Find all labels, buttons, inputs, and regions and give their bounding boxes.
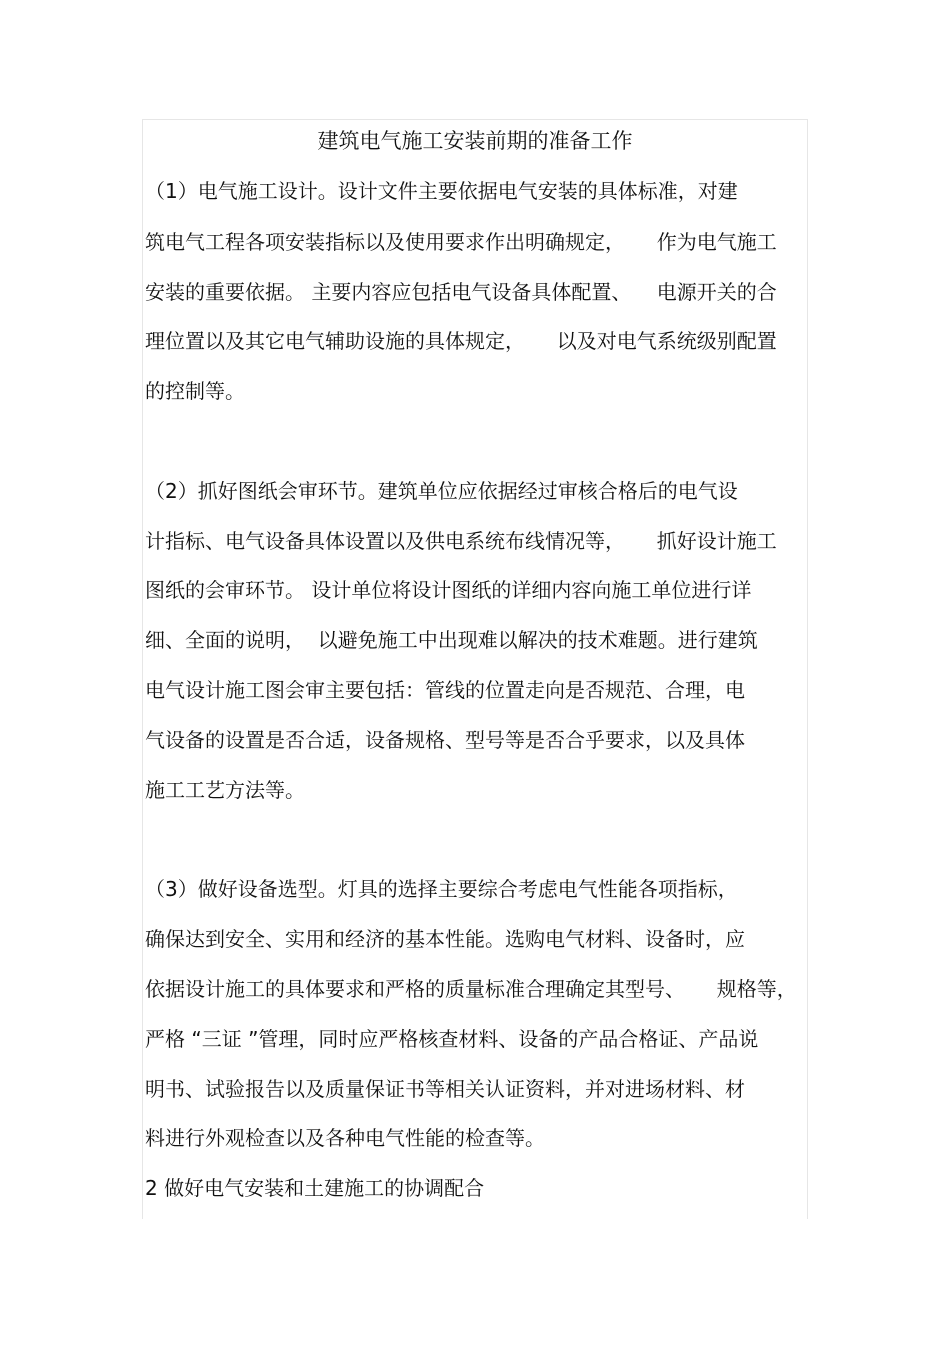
document-title: 建筑电气施工安装前期的准备工作 (317, 129, 633, 153)
section-heading: 2 做好电气安装和土建施工的协调配合 (145, 1176, 485, 1200)
paragraph-2-line-1: （2）抓好图纸会审环节。建筑单位应依据经过审核合格后的电气设 (145, 479, 738, 503)
paragraph-2-line-2: 计指标、电气设备具体设置以及供电系统布线情况等， 抓好设计施工 (145, 529, 777, 553)
paragraph-1-line-3: 安装的重要依据。 主要内容应包括电气设备具体配置、 电源开关的合 (145, 280, 777, 304)
paragraph-2-line-5: 电气设计施工图会审主要包括：管线的位置走向是否规范、合理，电 (145, 678, 745, 702)
paragraph-3-line-3: 依据设计施工的具体要求和严格的质量标准合理确定其型号、 规格等， (145, 977, 797, 1001)
paragraph-2-line-3: 图纸的会审环节。 设计单位将设计图纸的详细内容向施工单位进行详 (145, 578, 752, 602)
paragraph-3-line-6: 料进行外观检查以及各种电气性能的检查等。 (145, 1126, 545, 1150)
paragraph-3-line-4: 严格 “三证 ”管理，同时应严格核查材料、设备的产品合格证、产品说 (145, 1027, 759, 1051)
paragraph-1-line-1: （1）电气施工设计。设计文件主要依据电气安装的具体标准，对建 (145, 179, 738, 203)
paragraph-2-line-4: 细、全面的说明， 以避免施工中出现难以解决的技术难题。进行建筑 (145, 628, 758, 652)
paragraph-3-line-1: （3）做好设备选型。灯具的选择主要综合考虑电气性能各项指标， (145, 877, 738, 901)
paragraph-1-line-4: 理位置以及其它电气辅助设施的具体规定， 以及对电气系统级别配置 (145, 329, 777, 353)
paragraph-1-line-5: 的控制等。 (145, 379, 245, 403)
paragraph-2-line-7: 施工工艺方法等。 (145, 778, 305, 802)
paragraph-2-line-6: 气设备的设置是否合适，设备规格、型号等是否合乎要求，以及具体 (145, 728, 745, 752)
paragraph-3-line-5: 明书、试验报告以及质量保证书等相关认证资料，并对进场材料、材 (145, 1077, 745, 1101)
paragraph-3-line-2: 确保达到安全、实用和经济的基本性能。选购电气材料、设备时，应 (145, 927, 745, 951)
paragraph-1-line-2: 筑电气工程各项安装指标以及使用要求作出明确规定， 作为电气施工 (145, 230, 777, 254)
